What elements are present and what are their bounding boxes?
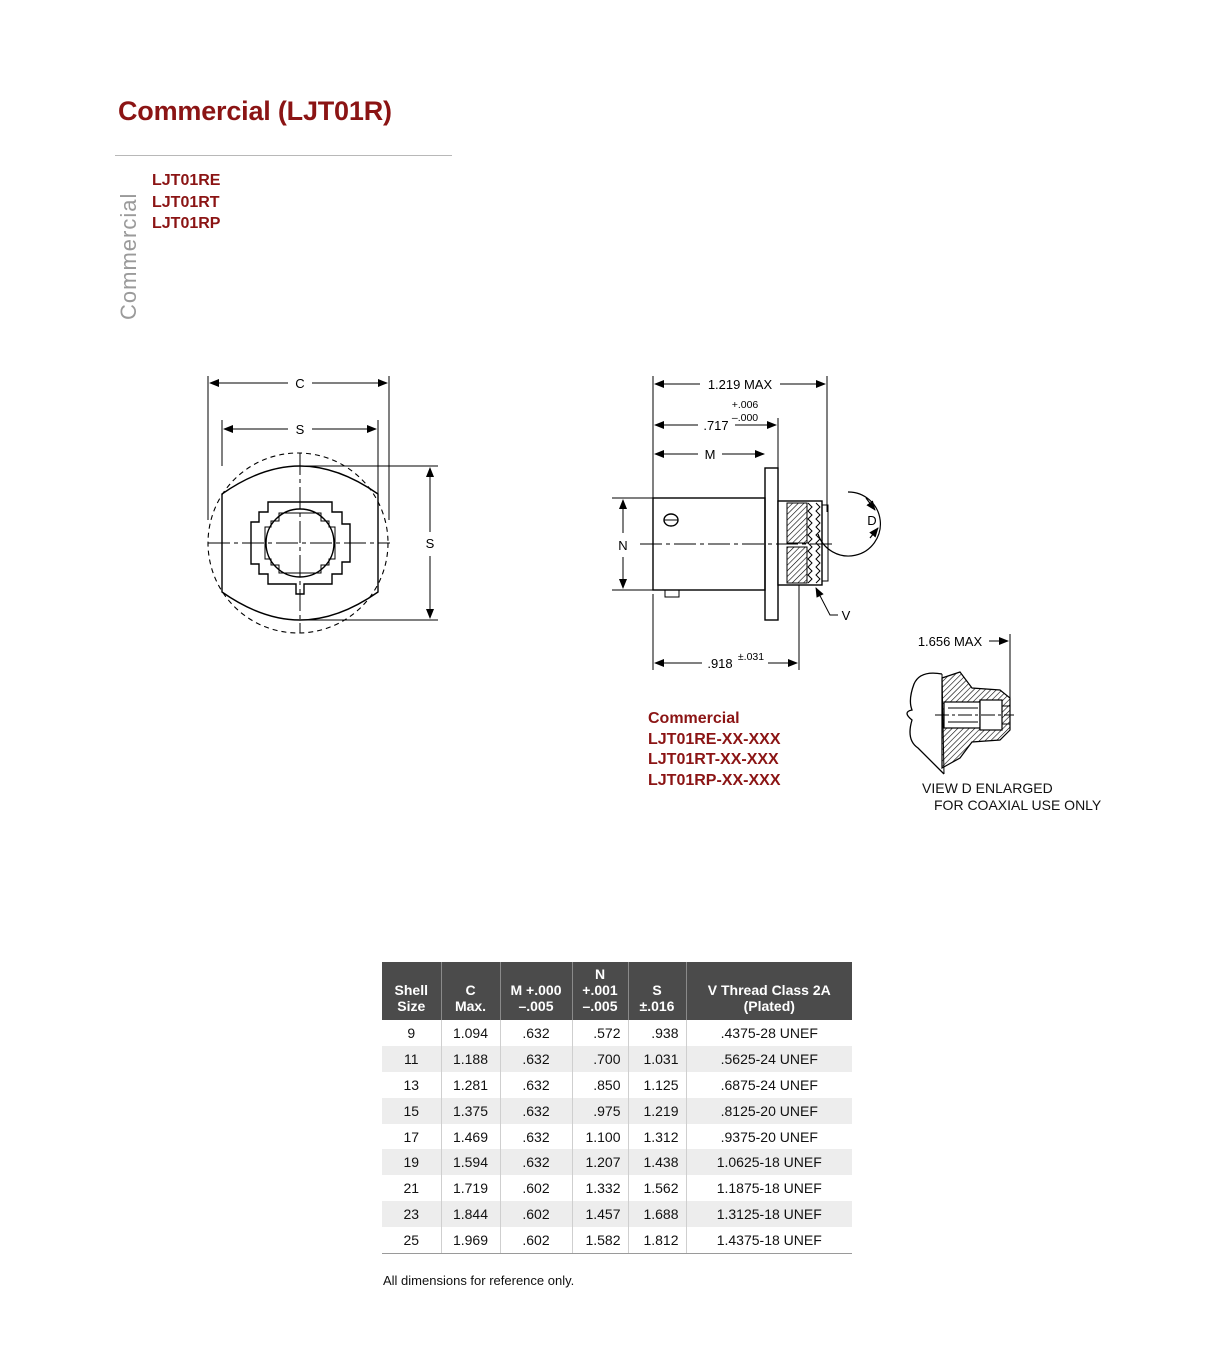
dim-918-tol: ±.031 [737,651,765,663]
table-row: 19 1.594 .632 1.207 1.438 1.0625-18 UNEF [382,1149,852,1175]
dim-view-d-label: 1.656 MAX [917,634,983,649]
header-s: S ±.016 [628,962,686,1020]
table-row: 17 1.469 .632 1.100 1.312 .9375-20 UNEF [382,1124,852,1150]
thread-v-label: V [841,608,851,623]
dim-717-tol-minus: –.000 [731,412,759,424]
dim-918-label: .918 [707,656,733,671]
dim-c-label: C [295,376,305,391]
dim-717-label: .717 [703,418,729,433]
dim-m-label: M [704,447,716,462]
drawing-caption [648,709,780,791]
table-row: 13 1.281 .632 .850 1.125 .6875-24 UNEF [382,1072,852,1098]
model-item: LJT01RE [152,172,221,189]
table-row: 9 1.094 .632 .572 .938 .4375-28 UNEF [382,1020,852,1046]
model-item: LJT01RP [152,215,221,232]
detail-d-label: D [867,513,877,528]
section-side-tab: Commercial [116,192,141,320]
table-row: 11 1.188 .632 .700 1.031 .5625-24 UNEF [382,1046,852,1072]
reference-note: All dimensions for reference only. [383,1273,575,1288]
view-d-note-line: VIEW D ENLARGED [922,780,1053,796]
caption-line: LJT01RP-XX-XXX [648,771,781,789]
caption-line: Commercial [648,710,740,727]
header-v-thread: V Thread Class 2A (Plated) [686,962,852,1020]
dimensions-table [382,962,852,1254]
front-view [208,376,438,633]
table-row: 21 1.719 .602 1.332 1.562 1.1875-18 UNEF [382,1175,852,1201]
model-item: LJT01RT [152,193,220,211]
dim-s-side-label: S [425,536,435,551]
header-n: N +.001 –.005 [572,962,628,1020]
dim-n-label: N [618,538,628,553]
view-d-note-line: FOR COAXIAL USE ONLY [934,797,1102,813]
dim-s-top-label: S [295,422,305,437]
page-title: Commercial (LJT01R) [118,96,392,126]
table-row: 15 1.375 .632 .975 1.219 .8125-20 UNEF [382,1098,852,1124]
header-c-max: C Max. [441,962,500,1020]
view-d-note [922,780,1101,814]
caption-line: LJT01RT-XX-XXX [648,751,779,768]
header-m: M +.000 –.005 [500,962,572,1020]
header-shell-size: Shell Size [382,962,441,1020]
caption-line: LJT01RE-XX-XXX [648,730,781,748]
table-row: 25 1.969 .602 1.582 1.812 1.4375-18 UNEF [382,1227,852,1253]
view-d-enlarged [907,634,1014,774]
dim-overall-label: 1.219 MAX [707,377,773,392]
dim-717-tol-plus: +.006 [731,399,759,411]
table-header-row [382,962,852,1020]
table-row: 23 1.844 .602 1.457 1.688 1.3125-18 UNEF [382,1201,852,1227]
